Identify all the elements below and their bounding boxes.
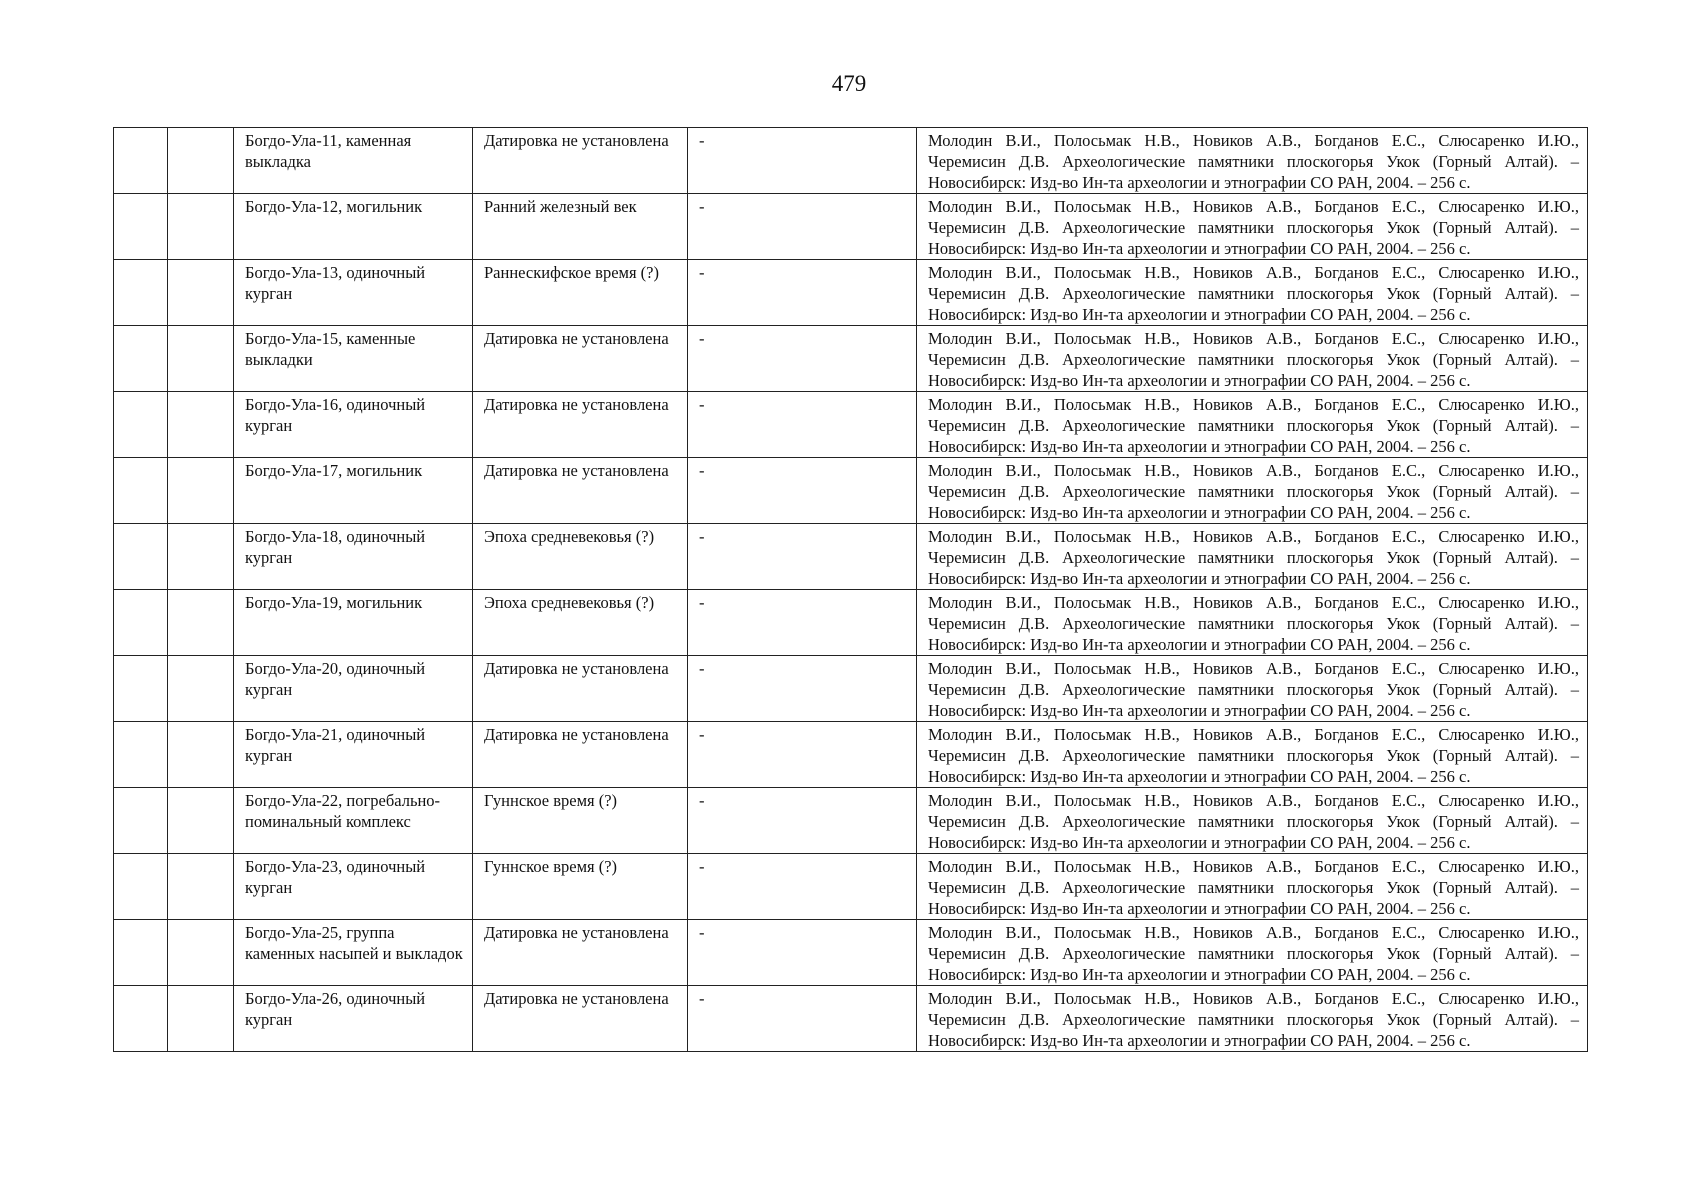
cell-reference: Молодин В.И., Полосьмак Н.В., Новиков А.В., Богданов Е.С., Слюсаренко И.Ю., Черемисин Д.В. Археологические памятники плоскогорья Укок (Горный Алтай). – Новосибирск: Изд-во Ин-та археологии и этнографии СО РАН, 2004. – 256 с. bbox=[917, 788, 1588, 854]
cell-dating: Датировка не установлена bbox=[473, 986, 688, 1052]
cell-dating: Гуннское время (?) bbox=[473, 788, 688, 854]
cell-reference: Молодин В.И., Полосьмак Н.В., Новиков А.В., Богданов Е.С., Слюсаренко И.Ю., Черемисин Д.В. Археологические памятники плоскогорья Укок (Горный Алтай). – Новосибирск: Изд-во Ин-та археологии и этнографии СО РАН, 2004. – 256 с. bbox=[917, 392, 1588, 458]
cell-site-name: Богдо-Ула-12, могильник bbox=[234, 194, 473, 260]
table-row bbox=[114, 458, 1588, 524]
cell-dating: Эпоха средневековья (?) bbox=[473, 524, 688, 590]
cell-code bbox=[168, 524, 234, 590]
cell-index bbox=[114, 656, 168, 722]
table-row bbox=[114, 194, 1588, 260]
cell-dating: Эпоха средневековья (?) bbox=[473, 590, 688, 656]
cell-reference: Молодин В.И., Полосьмак Н.В., Новиков А.В., Богданов Е.С., Слюсаренко И.Ю., Черемисин Д.В. Археологические памятники плоскогорья Укок (Горный Алтай). – Новосибирск: Изд-во Ин-та археологии и этнографии СО РАН, 2004. – 256 с. bbox=[917, 986, 1588, 1052]
table-row bbox=[114, 854, 1588, 920]
cell-dating: Датировка не установлена bbox=[473, 458, 688, 524]
cell-code bbox=[168, 194, 234, 260]
cell-note: - bbox=[688, 260, 917, 326]
cell-index bbox=[114, 392, 168, 458]
cell-site-name: Богдо-Ула-18, одиночный курган bbox=[234, 524, 473, 590]
cell-reference: Молодин В.И., Полосьмак Н.В., Новиков А.В., Богданов Е.С., Слюсаренко И.Ю., Черемисин Д.В. Археологические памятники плоскогорья Укок (Горный Алтай). – Новосибирск: Изд-во Ин-та археологии и этнографии СО РАН, 2004. – 256 с. bbox=[917, 524, 1588, 590]
cell-site-name: Богдо-Ула-16, одиночный курган bbox=[234, 392, 473, 458]
cell-note: - bbox=[688, 590, 917, 656]
cell-code bbox=[168, 986, 234, 1052]
cell-note: - bbox=[688, 326, 917, 392]
table-row bbox=[114, 920, 1588, 986]
cell-index bbox=[114, 722, 168, 788]
cell-dating: Раннескифское время (?) bbox=[473, 260, 688, 326]
cell-dating: Датировка не установлена bbox=[473, 920, 688, 986]
cell-dating: Ранний железный век bbox=[473, 194, 688, 260]
monuments-table-body bbox=[114, 128, 1588, 1052]
cell-note: - bbox=[688, 920, 917, 986]
cell-dating: Датировка не установлена bbox=[473, 128, 688, 194]
cell-note: - bbox=[688, 854, 917, 920]
cell-site-name: Богдо-Ула-21, одиночный курган bbox=[234, 722, 473, 788]
cell-reference: Молодин В.И., Полосьмак Н.В., Новиков А.В., Богданов Е.С., Слюсаренко И.Ю., Черемисин Д.В. Археологические памятники плоскогорья Укок (Горный Алтай). – Новосибирск: Изд-во Ин-та археологии и этнографии СО РАН, 2004. – 256 с. bbox=[917, 128, 1588, 194]
cell-index bbox=[114, 788, 168, 854]
cell-reference: Молодин В.И., Полосьмак Н.В., Новиков А.В., Богданов Е.С., Слюсаренко И.Ю., Черемисин Д.В. Археологические памятники плоскогорья Укок (Горный Алтай). – Новосибирск: Изд-во Ин-та археологии и этнографии СО РАН, 2004. – 256 с. bbox=[917, 326, 1588, 392]
cell-reference: Молодин В.И., Полосьмак Н.В., Новиков А.В., Богданов Е.С., Слюсаренко И.Ю., Черемисин Д.В. Археологические памятники плоскогорья Укок (Горный Алтай). – Новосибирск: Изд-во Ин-та археологии и этнографии СО РАН, 2004. – 256 с. bbox=[917, 260, 1588, 326]
cell-note: - bbox=[688, 194, 917, 260]
cell-code bbox=[168, 458, 234, 524]
cell-dating: Датировка не установлена bbox=[473, 656, 688, 722]
cell-reference: Молодин В.И., Полосьмак Н.В., Новиков А.В., Богданов Е.С., Слюсаренко И.Ю., Черемисин Д.В. Археологические памятники плоскогорья Укок (Горный Алтай). – Новосибирск: Изд-во Ин-та археологии и этнографии СО РАН, 2004. – 256 с. bbox=[917, 194, 1588, 260]
cell-reference: Молодин В.И., Полосьмак Н.В., Новиков А.В., Богданов Е.С., Слюсаренко И.Ю., Черемисин Д.В. Археологические памятники плоскогорья Укок (Горный Алтай). – Новосибирск: Изд-во Ин-та археологии и этнографии СО РАН, 2004. – 256 с. bbox=[917, 656, 1588, 722]
table-row bbox=[114, 392, 1588, 458]
cell-reference: Молодин В.И., Полосьмак Н.В., Новиков А.В., Богданов Е.С., Слюсаренко И.Ю., Черемисин Д.В. Археологические памятники плоскогорья Укок (Горный Алтай). – Новосибирск: Изд-во Ин-та археологии и этнографии СО РАН, 2004. – 256 с. bbox=[917, 722, 1588, 788]
cell-site-name: Богдо-Ула-11, каменная выкладка bbox=[234, 128, 473, 194]
cell-code bbox=[168, 392, 234, 458]
cell-site-name: Богдо-Ула-15, каменные выкладки bbox=[234, 326, 473, 392]
cell-index bbox=[114, 326, 168, 392]
cell-index bbox=[114, 128, 168, 194]
cell-code bbox=[168, 128, 234, 194]
table-row bbox=[114, 722, 1588, 788]
cell-code bbox=[168, 656, 234, 722]
cell-site-name: Богдо-Ула-13, одиночный курган bbox=[234, 260, 473, 326]
cell-note: - bbox=[688, 788, 917, 854]
cell-index bbox=[114, 920, 168, 986]
cell-note: - bbox=[688, 128, 917, 194]
table-row bbox=[114, 326, 1588, 392]
cell-site-name: Богдо-Ула-17, могильник bbox=[234, 458, 473, 524]
cell-code bbox=[168, 326, 234, 392]
cell-dating: Датировка не установлена bbox=[473, 392, 688, 458]
cell-index bbox=[114, 194, 168, 260]
table-row bbox=[114, 260, 1588, 326]
cell-site-name: Богдо-Ула-26, одиночный курган bbox=[234, 986, 473, 1052]
cell-reference: Молодин В.И., Полосьмак Н.В., Новиков А.В., Богданов Е.С., Слюсаренко И.Ю., Черемисин Д.В. Археологические памятники плоскогорья Укок (Горный Алтай). – Новосибирск: Изд-во Ин-та археологии и этнографии СО РАН, 2004. – 256 с. bbox=[917, 854, 1588, 920]
cell-site-name: Богдо-Ула-22, погребально-поминальный комплекс bbox=[234, 788, 473, 854]
table-row bbox=[114, 128, 1588, 194]
table-row bbox=[114, 788, 1588, 854]
cell-reference: Молодин В.И., Полосьмак Н.В., Новиков А.В., Богданов Е.С., Слюсаренко И.Ю., Черемисин Д.В. Археологические памятники плоскогорья Укок (Горный Алтай). – Новосибирск: Изд-во Ин-та археологии и этнографии СО РАН, 2004. – 256 с. bbox=[917, 458, 1588, 524]
cell-note: - bbox=[688, 722, 917, 788]
table-row bbox=[114, 590, 1588, 656]
cell-index bbox=[114, 590, 168, 656]
cell-index bbox=[114, 458, 168, 524]
cell-note: - bbox=[688, 986, 917, 1052]
monuments-table bbox=[113, 127, 1588, 1052]
table-row bbox=[114, 986, 1588, 1052]
cell-index bbox=[114, 260, 168, 326]
cell-dating: Датировка не установлена bbox=[473, 722, 688, 788]
cell-reference: Молодин В.И., Полосьмак Н.В., Новиков А.В., Богданов Е.С., Слюсаренко И.Ю., Черемисин Д.В. Археологические памятники плоскогорья Укок (Горный Алтай). – Новосибирск: Изд-во Ин-та археологии и этнографии СО РАН, 2004. – 256 с. bbox=[917, 920, 1588, 986]
cell-site-name: Богдо-Ула-23, одиночный курган bbox=[234, 854, 473, 920]
cell-note: - bbox=[688, 524, 917, 590]
cell-note: - bbox=[688, 458, 917, 524]
cell-code bbox=[168, 854, 234, 920]
cell-dating: Датировка не установлена bbox=[473, 326, 688, 392]
cell-index bbox=[114, 854, 168, 920]
table-row bbox=[114, 524, 1588, 590]
cell-site-name: Богдо-Ула-19, могильник bbox=[234, 590, 473, 656]
cell-code bbox=[168, 590, 234, 656]
page-number: 479 bbox=[831, 71, 867, 96]
cell-code bbox=[168, 260, 234, 326]
cell-index bbox=[114, 986, 168, 1052]
cell-site-name: Богдо-Ула-25, группа каменных насыпей и выкладок bbox=[234, 920, 473, 986]
cell-dating: Гуннское время (?) bbox=[473, 854, 688, 920]
cell-code bbox=[168, 722, 234, 788]
cell-note: - bbox=[688, 656, 917, 722]
cell-reference: Молодин В.И., Полосьмак Н.В., Новиков А.В., Богданов Е.С., Слюсаренко И.Ю., Черемисин Д.В. Археологические памятники плоскогорья Укок (Горный Алтай). – Новосибирск: Изд-во Ин-та археологии и этнографии СО РАН, 2004. – 256 с. bbox=[917, 590, 1588, 656]
cell-code bbox=[168, 920, 234, 986]
cell-note: - bbox=[688, 392, 917, 458]
cell-index bbox=[114, 524, 168, 590]
cell-code bbox=[168, 788, 234, 854]
table-row bbox=[114, 656, 1588, 722]
cell-site-name: Богдо-Ула-20, одиночный курган bbox=[234, 656, 473, 722]
